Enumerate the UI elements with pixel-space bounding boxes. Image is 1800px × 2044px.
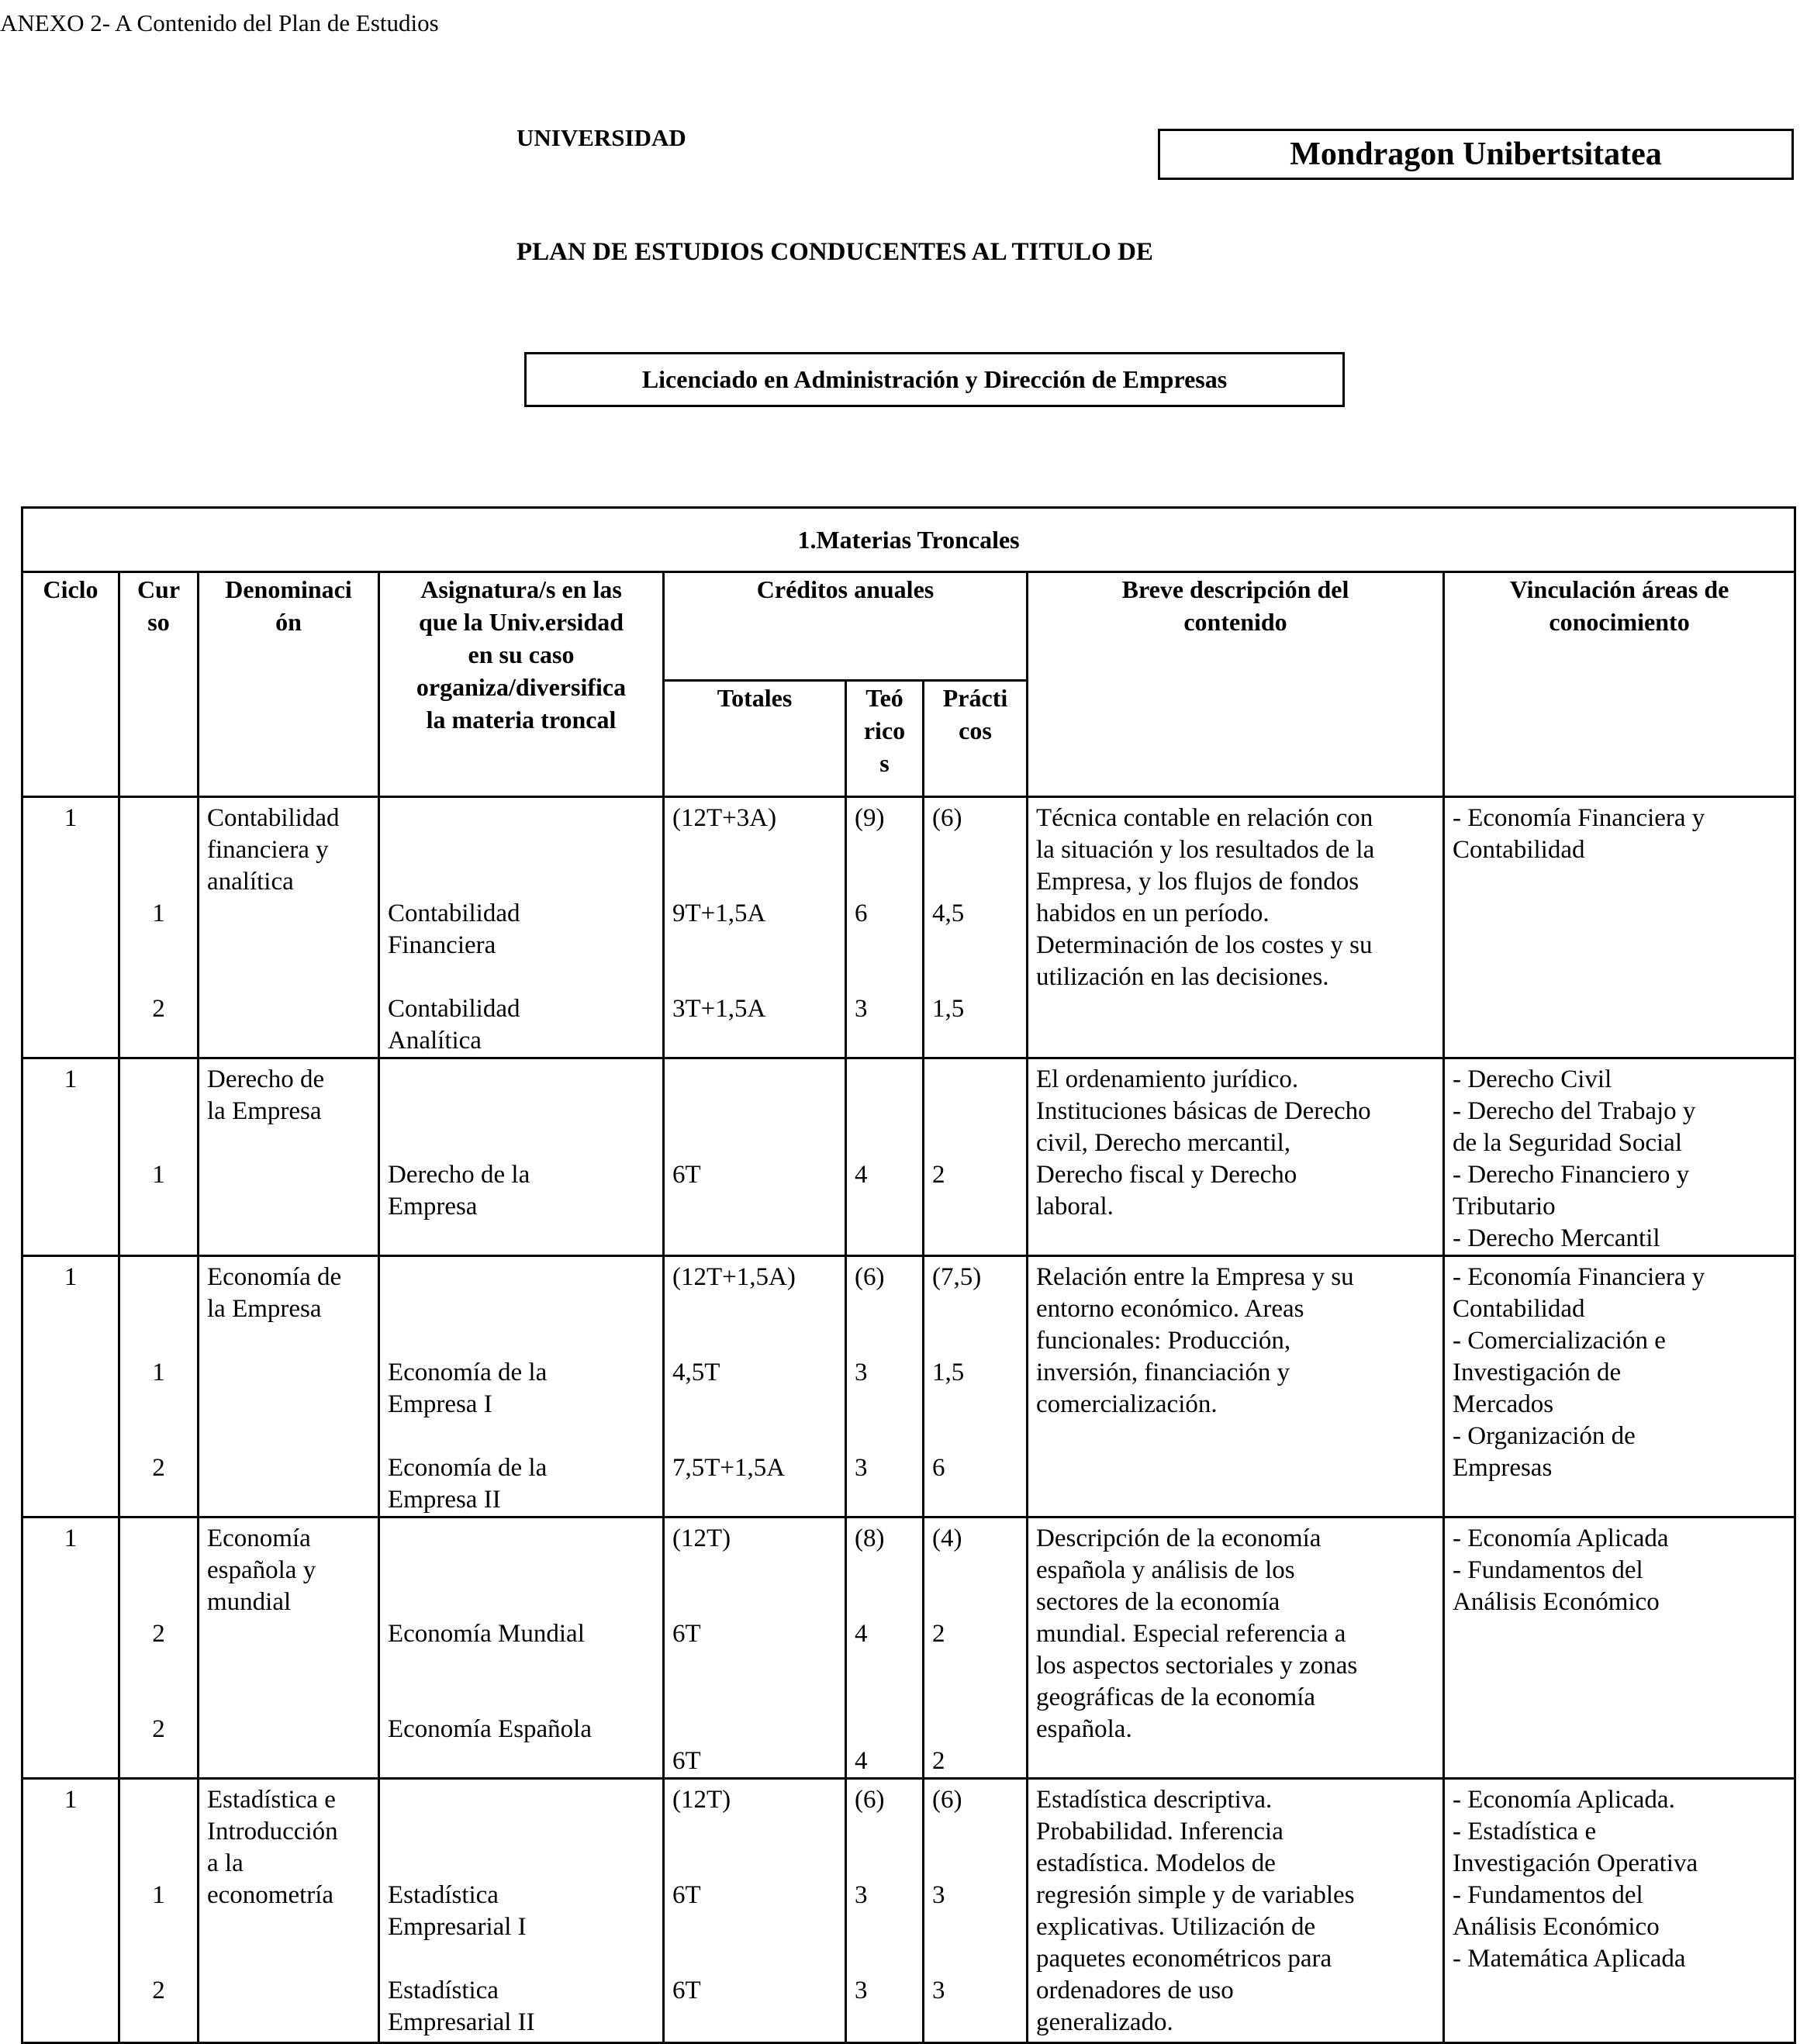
cell-curso: 1 2	[119, 1779, 199, 2043]
cell-totales: (12T) 6T 6T	[664, 1779, 846, 2043]
cell-asignaturas: Economía Mundial Economía Española	[379, 1517, 664, 1779]
cell-vinculacion: - Derecho Civil - Derecho del Trabajo y de la Seguridad Social - Derecho Financiero y Tributario - Derecho Mercantil	[1444, 1058, 1795, 1256]
annex-heading: ANEXO 2- A Contenido del Plan de Estudios	[0, 9, 439, 36]
cell-vinculacion: - Economía Financiera y Contabilidad	[1444, 797, 1795, 1058]
curriculum-table	[21, 506, 1796, 2044]
header-denominacion: Denominaci ón	[199, 572, 379, 797]
cell-denominacion: Derecho de la Empresa	[199, 1058, 379, 1256]
cell-ciclo: 1	[22, 1256, 119, 1517]
cell-practicos: (7,5) 1,5 6	[924, 1256, 1028, 1517]
table-row	[22, 1058, 1795, 1256]
header-vinculacion: Vinculación áreas de conocimiento	[1444, 572, 1795, 797]
university-name-box: Mondragon Unibertsitatea	[1158, 129, 1794, 180]
cell-ciclo: 1	[22, 797, 119, 1058]
cell-ciclo: 1	[22, 1058, 119, 1256]
cell-ciclo: 1	[22, 1779, 119, 2043]
table-row	[22, 797, 1795, 1058]
header-curso: Cur so	[119, 572, 199, 797]
cell-descripcion: Relación entre la Empresa y su entorno económico. Areas funcionales: Producción, inversión, financiación y comercialización.	[1028, 1256, 1444, 1517]
header-teoricos: Teó rico s	[846, 681, 924, 797]
table-row	[22, 1517, 1795, 1779]
cell-practicos: (6) 3 3	[924, 1779, 1028, 2043]
header-descripcion: Breve descripción del contenido	[1028, 572, 1444, 797]
cell-denominacion: Economía de la Empresa	[199, 1256, 379, 1517]
cell-teoricos: (9) 6 3	[846, 797, 924, 1058]
cell-descripcion: Técnica contable en relación con la situación y los resultados de la Empresa, y los flujos de fondos habidos en un período. Determinación de los costes y su utilización en las decisiones.	[1028, 797, 1444, 1058]
cell-curso: 1	[119, 1058, 199, 1256]
cell-vinculacion: - Economía Aplicada - Fundamentos del Análisis Económico	[1444, 1517, 1795, 1779]
cell-asignaturas: Contabilidad Financiera Contabilidad Analítica	[379, 797, 664, 1058]
table-row	[22, 1256, 1795, 1517]
cell-teoricos: (6) 3 3	[846, 1779, 924, 2043]
header-practicos: Prácti cos	[924, 681, 1028, 797]
cell-descripcion: Descripción de la economía española y análisis de los sectores de la economía mundial. Especial referencia a los aspectos sectoriales y zonas geográficas de la economía española.	[1028, 1517, 1444, 1779]
header-totales: Totales	[664, 681, 846, 797]
cell-descripcion: Estadística descriptiva. Probabilidad. Inferencia estadística. Modelos de regresión simple y de variables explicativas. Utilización de paquetes econométricos para ordenadores de uso generalizado.	[1028, 1779, 1444, 2043]
cell-vinculacion: - Economía Financiera y Contabilidad - Comercialización e Investigación de Mercados - Organización de Empresas	[1444, 1256, 1795, 1517]
cell-practicos: (4) 2 2	[924, 1517, 1028, 1779]
cell-ciclo: 1	[22, 1517, 119, 1779]
header-asignaturas: Asignatura/s en las que la Univ.ersidad en su caso organiza/diversifica la materia troncal	[379, 572, 664, 797]
university-label: UNIVERSIDAD	[517, 124, 686, 151]
cell-teoricos: (6) 3 3	[846, 1256, 924, 1517]
cell-curso: 2 2	[119, 1517, 199, 1779]
cell-asignaturas: Derecho de la Empresa	[379, 1058, 664, 1256]
cell-curso: 1 2	[119, 1256, 199, 1517]
table-row	[22, 1779, 1795, 2043]
cell-totales: (12T) 6T 6T	[664, 1517, 846, 1779]
header-ciclo: Ciclo	[22, 572, 119, 797]
cell-asignaturas: Economía de la Empresa I Economía de la Empresa II	[379, 1256, 664, 1517]
cell-totales: (12T+1,5A) 4,5T 7,5T+1,5A	[664, 1256, 846, 1517]
cell-denominacion: Estadística e Introducción a la econometría	[199, 1779, 379, 2043]
section-title: 1.Materias Troncales	[22, 508, 1795, 572]
cell-descripcion: El ordenamiento jurídico. Instituciones básicas de Derecho civil, Derecho mercantil, Derecho fiscal y Derecho laboral.	[1028, 1058, 1444, 1256]
cell-totales: (12T+3A) 9T+1,5A 3T+1,5A	[664, 797, 846, 1058]
cell-totales: 6T	[664, 1058, 846, 1256]
plan-label: PLAN DE ESTUDIOS CONDUCENTES AL TITULO DE	[517, 238, 1153, 266]
header-creditos: Créditos anuales	[664, 572, 1028, 681]
cell-teoricos: 4	[846, 1058, 924, 1256]
cell-practicos: (6) 4,5 1,5	[924, 797, 1028, 1058]
cell-vinculacion: - Economía Aplicada. - Estadística e Investigación Operativa - Fundamentos del Análisis Económico - Matemática Aplicada	[1444, 1779, 1795, 2043]
cell-teoricos: (8) 4 4	[846, 1517, 924, 1779]
cell-denominacion: Economía española y mundial	[199, 1517, 379, 1779]
cell-practicos: 2	[924, 1058, 1028, 1256]
cell-curso: 1 2	[119, 797, 199, 1058]
cell-denominacion: Contabilidad financiera y analítica	[199, 797, 379, 1058]
degree-title-box: Licenciado en Administración y Dirección de Empresas	[524, 352, 1345, 407]
cell-asignaturas: Estadística Empresarial I Estadística Empresarial II	[379, 1779, 664, 2043]
